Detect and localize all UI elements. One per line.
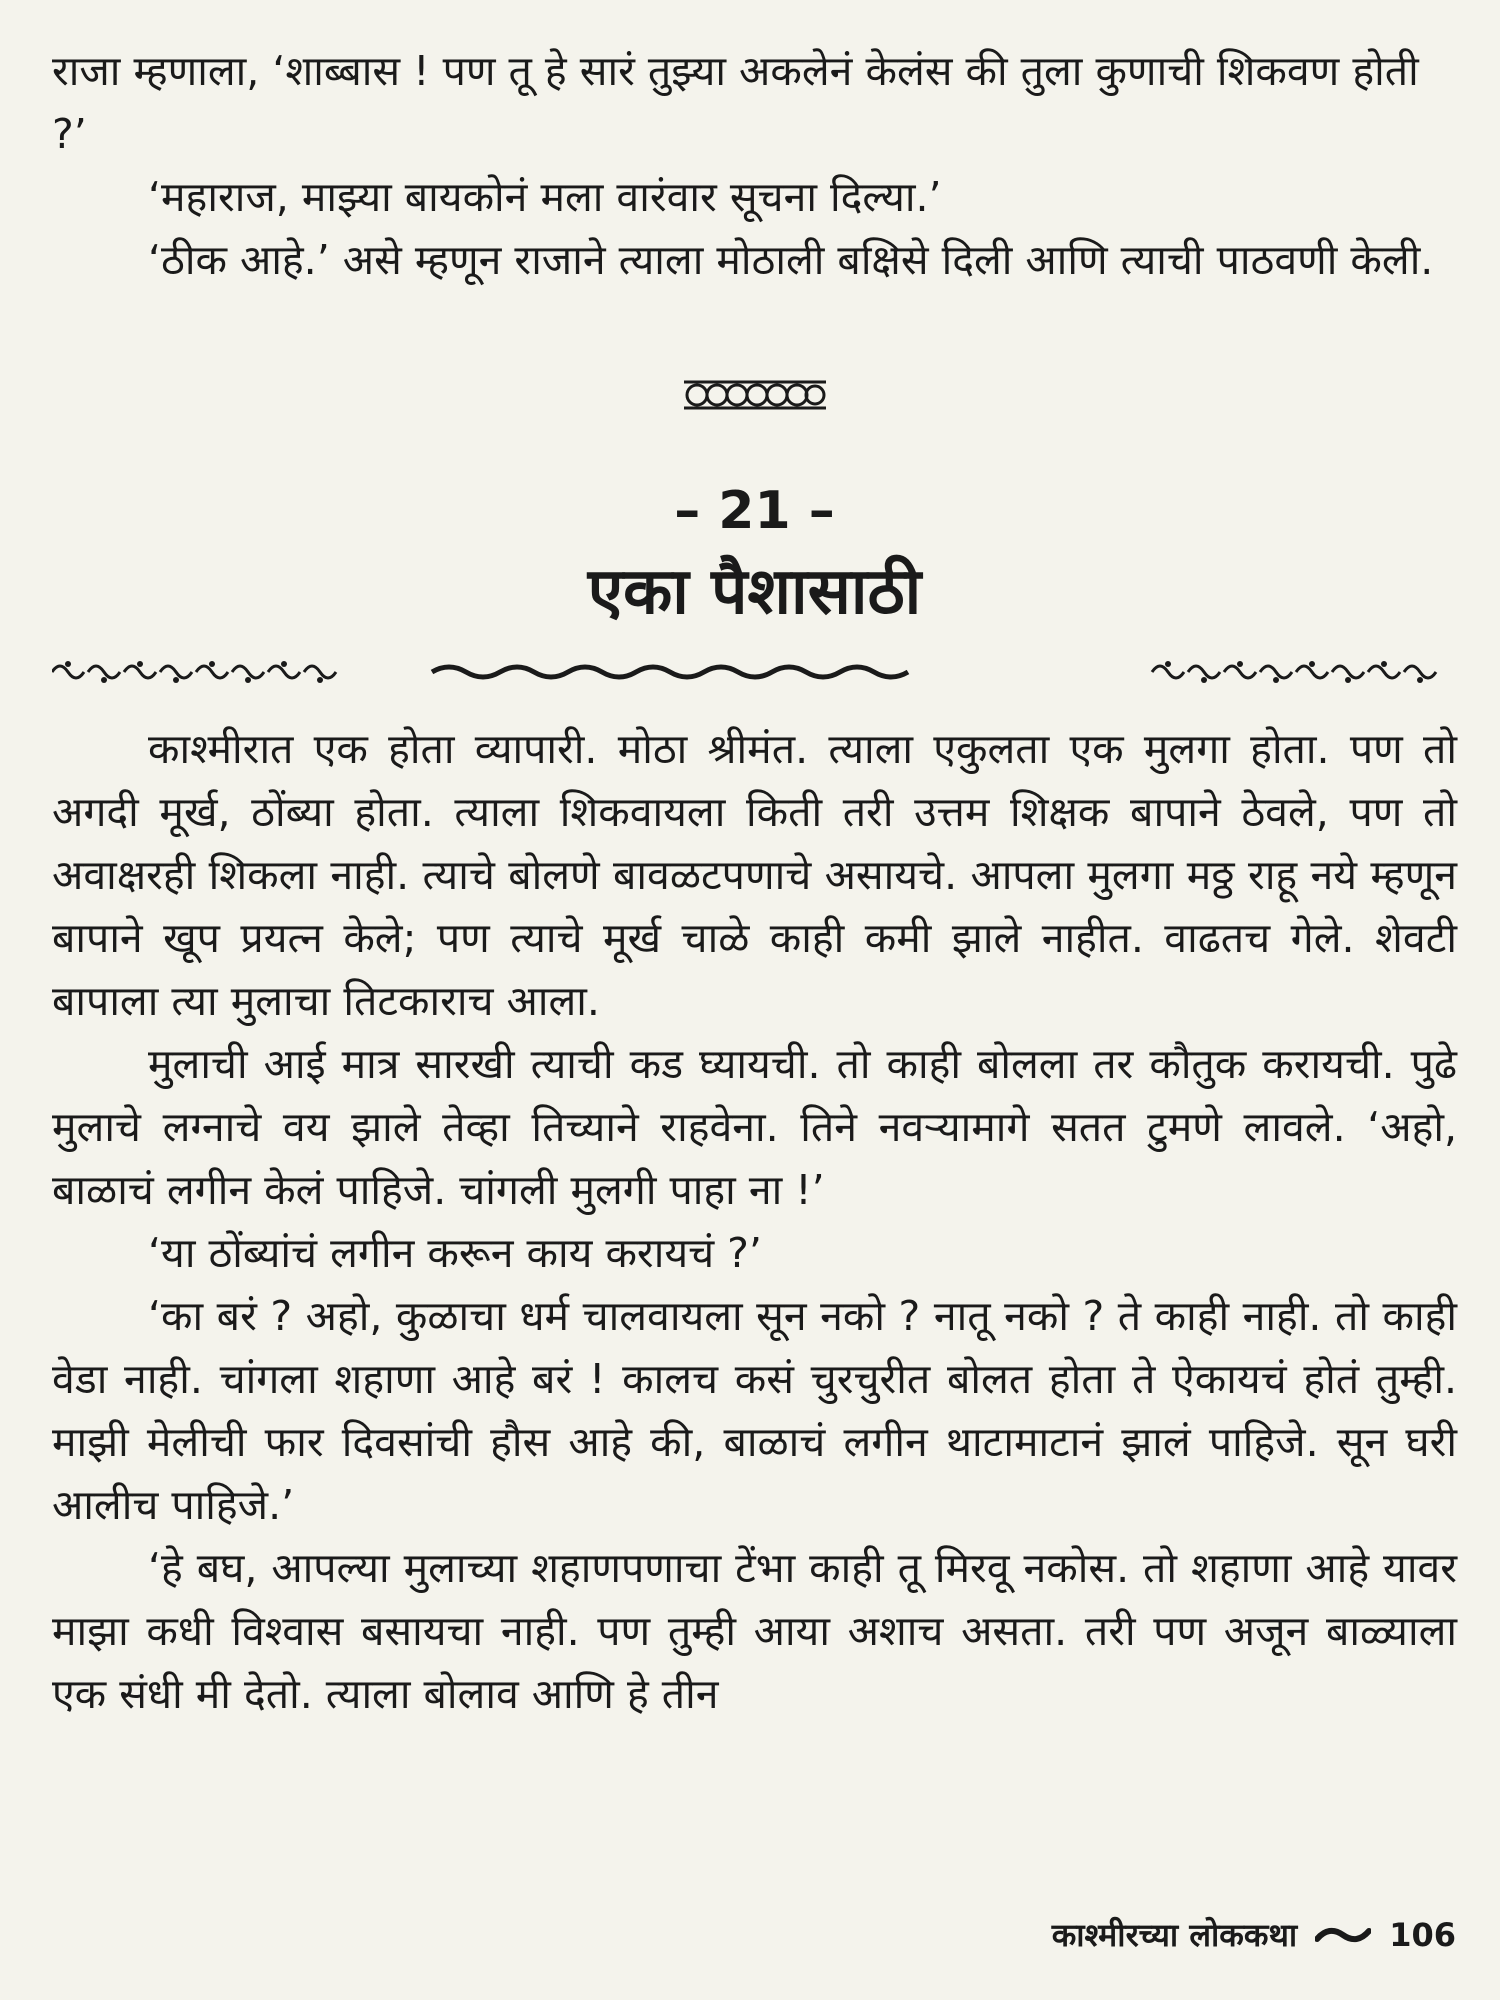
- story-paragraph: ‘हे बघ, आपल्या मुलाच्या शहाणपणाचा टेंभा काही तू मिरवू नकोस. तो शहाणा आहे यावर माझा कधी विश्वास बसायचा नाही. पण तुम्ही आया अशाच असता. तरी पण अजून बाळ्याला एक संधी मी देतो. त्याला बोलाव आणि हे तीन: [52, 1544, 1457, 1718]
- chapter-number: – 21 –: [674, 481, 835, 541]
- story-paragraph: ‘या ठोंब्यांचं लगीन करून काय करायचं ?’: [148, 1229, 762, 1277]
- story-paragraph: ‘का बरं ? अहो, कुळाचा धर्म चालवायला सून नको ? नातू नको ? ते काही नाही. तो काही वेडा नाही. चांगला शहाणा आहे बरं ! कालच कसं चुरचुरीत बोलत होता ते ऐकायचं होतं तुम्ही. माझी मेलीची फार दिवसांची हौस आहे की, बाळाचं लगीन थाटामाटानं झालं पाहिजे. सून घरी आलीच पाहिजे.’: [52, 1292, 1457, 1529]
- story-paragraph: मुलाची आई मात्र सारखी त्याची कड घ्यायची. तो काही बोलला तर कौतुक करायची. पुढे मुलाचे लग्नाचे वय झाले तेव्हा तिच्याने राहवेना. तिने नवऱ्यामागे सतत टुमणे लावले. ‘अहो, बाळाचं लगीन केलं पाहिजे. चांगली मुलगी पाहा ना !’: [52, 1040, 1457, 1214]
- footer-book-title: काश्मीरच्या लोककथा: [1051, 1916, 1298, 1954]
- tilde-ornament-icon: [1315, 1925, 1371, 1945]
- previous-story-paragraph: राजा म्हणाला, ‘शाब्बास ! पण तू हे सारं तुझ्या अकलेनं केलंस की तुला कुणाची शिकवण होती ?’: [52, 47, 1419, 158]
- section-divider-ornament: [52, 378, 1457, 418]
- wave-rule-icon: [432, 667, 908, 677]
- previous-story-paragraph: ‘महाराज, माझ्या बायकोनं मला वारंवार सूचना दिल्या.’: [148, 173, 942, 221]
- chapter-title-ornament-rule: [52, 652, 1457, 692]
- page-footer: [1052, 1913, 1456, 1956]
- previous-story-paragraph: ‘ठीक आहे.’ असे म्हणून राजाने त्याला मोठाली बक्षिसे दिली आणि त्याची पाठवणी केली.: [148, 236, 1434, 284]
- chapter-title: एका पैशासाठी: [587, 555, 922, 629]
- page-number: 106: [1389, 1915, 1456, 1954]
- story-paragraph: काश्मीरात एक होता व्यापारी. मोठा श्रीमंत. त्याला एकुलता एक मुलगा होता. पण तो अगदी मूर्ख, ठोंब्या होता. त्याला शिकवायला किती तरी उत्तम शिक्षक बापाने ठेवले, पण तो अवाक्षरही शिकला नाही. त्याचे बोलणे बावळटपणाचे असायचे. आपला मुलगा मठ्ठ राहू नये म्हणून बापाने खूप प्रयत्न केले; पण त्याचे मूर्ख चाळे काही कमी झाले नाहीत. वाढतच गेले. शेवटी बापाला त्या मुलाचा तिटकाराच आला.: [52, 725, 1457, 1025]
- ornamental-rule-icon: [52, 652, 1457, 692]
- vine-ornament-icon: [1152, 661, 1436, 683]
- vine-ornament-icon: [52, 661, 336, 683]
- loop-ornament-icon: [680, 378, 830, 412]
- story-body: [52, 718, 1457, 1726]
- book-page: [52, 40, 1457, 1960]
